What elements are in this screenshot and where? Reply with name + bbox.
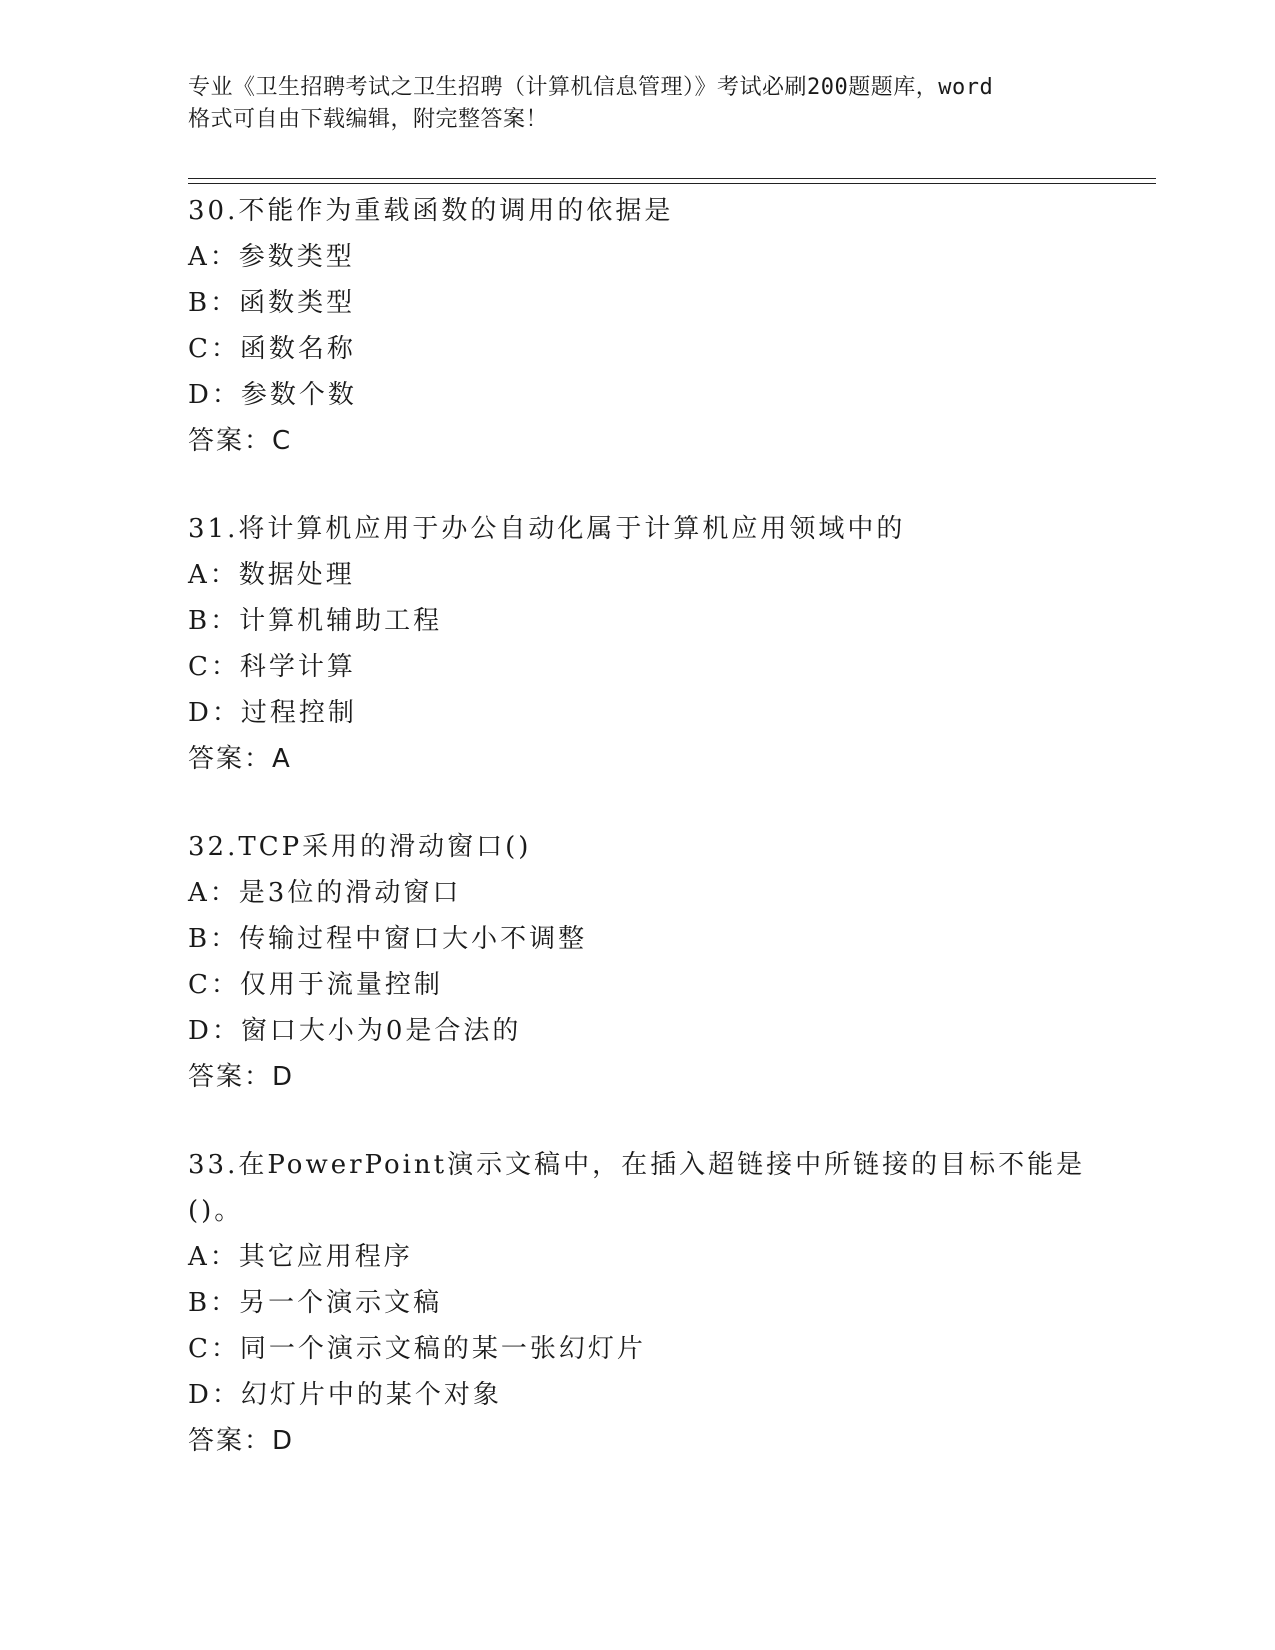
- question-stem: 32.TCP采用的滑动窗口(): [188, 832, 532, 862]
- option-a: A：其它应用程序: [188, 1242, 413, 1272]
- question-33: [188, 1142, 1088, 1464]
- question-stem: 31.将计算机应用于办公自动化属于计算机应用领域中的: [188, 514, 906, 544]
- question-32: [188, 824, 1088, 1100]
- header-line-1: 专业《卫生招聘考试之卫生招聘（计算机信息管理）》考试必刷200题题库，word: [188, 75, 994, 100]
- option-a: A：参数类型: [188, 242, 355, 272]
- answer-line: 答案：C: [188, 426, 293, 456]
- question-31: [188, 506, 1088, 782]
- question-30: [188, 188, 1088, 464]
- option-b: B：传输过程中窗口大小不调整: [188, 924, 588, 954]
- question-stem: 30.不能作为重载函数的调用的依据是: [188, 196, 674, 226]
- option-d: D：参数个数: [188, 380, 357, 410]
- header-divider-top: [188, 178, 1156, 179]
- answer-line: 答案：A: [188, 744, 292, 774]
- option-c: C：仅用于流量控制: [188, 970, 443, 1000]
- document-header: [188, 72, 1088, 136]
- option-b: B：函数类型: [188, 288, 356, 318]
- option-d: D：窗口大小为0是合法的: [188, 1016, 522, 1046]
- option-c: C：函数名称: [188, 334, 356, 364]
- option-b: B：计算机辅助工程: [188, 606, 443, 636]
- option-a: A：是3位的滑动窗口: [188, 878, 462, 908]
- question-list: [188, 188, 1088, 1506]
- option-d: D：过程控制: [188, 698, 357, 728]
- answer-line: 答案：D: [188, 1062, 295, 1092]
- option-a: A：数据处理: [188, 560, 355, 590]
- answer-line: 答案：D: [188, 1426, 295, 1456]
- header-divider-bottom: [188, 183, 1156, 184]
- option-b: B：另一个演示文稿: [188, 1288, 443, 1318]
- option-c: C：同一个演示文稿的某一张幻灯片: [188, 1334, 646, 1364]
- question-stem: 33.在PowerPoint演示文稿中，在插入超链接中所链接的目标不能是: [188, 1150, 1086, 1180]
- header-line-2: 格式可自由下载编辑，附完整答案！: [188, 107, 549, 132]
- question-stem-continued: ()。: [188, 1196, 244, 1226]
- option-d: D：幻灯片中的某个对象: [188, 1380, 502, 1410]
- option-c: C：科学计算: [188, 652, 356, 682]
